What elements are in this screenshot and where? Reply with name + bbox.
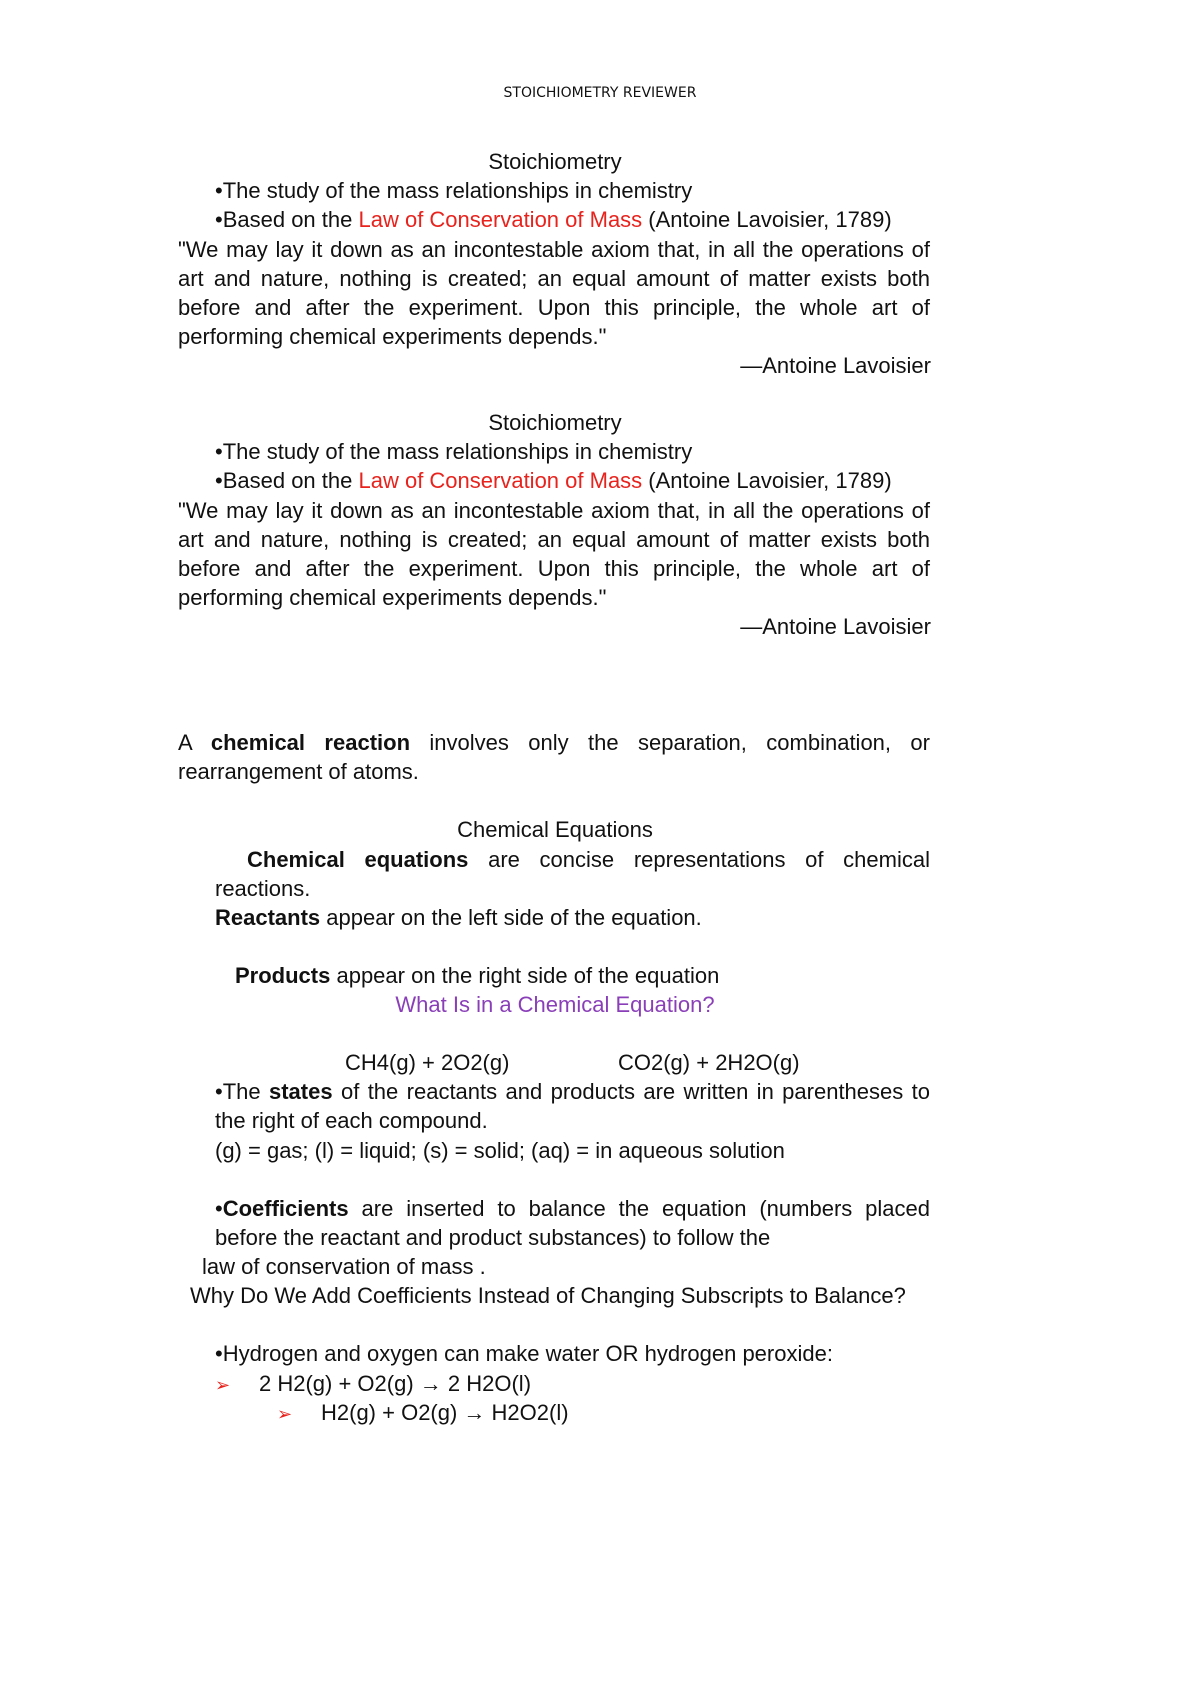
arrowhead-bullet-icon: ➢ xyxy=(277,1404,293,1424)
bullet-mass-relationships: •The study of the mass relationships in chemistry xyxy=(215,439,693,464)
coefficients-line-cont: law of conservation of mass . xyxy=(202,1254,486,1279)
quote-line: "We may lay it down as an incontestable axiom that, in all the operations of xyxy=(178,237,930,262)
quote-author: —Antoine Lavoisier xyxy=(740,614,931,639)
hydrogen-equation-1: ➢ 2 H2(g) + O2(g) → 2 H2O(l) xyxy=(215,1369,531,1400)
quote-author: —Antoine Lavoisier xyxy=(740,353,931,378)
quote-line: before and after the experiment. Upon this principle, the whole art of xyxy=(178,295,930,320)
states-legend: (g) = gas; (l) = liquid; (s) = solid; (aq) = in aqueous solution xyxy=(215,1138,785,1163)
law-link-text: Law of Conservation of Mass xyxy=(358,468,643,493)
reaction-definition: A chemical reaction involves only the separation, combination, or xyxy=(178,730,930,755)
quote-line: art and nature, nothing is created; an equal amount of matter exists both xyxy=(178,527,930,552)
page-header: STOICHIOMETRY REVIEWER xyxy=(503,85,697,101)
reactants-line: Reactants appear on the left side of the equation. xyxy=(215,905,702,930)
bullet-law-conservation: •Based on the Law of Conservation of Mass (Antoine Lavoisier, 1789) xyxy=(215,468,892,493)
arrowhead-bullet-icon: ➢ xyxy=(215,1375,231,1395)
reaction-term: chemical reaction xyxy=(210,730,411,755)
quote-line: performing chemical experiments depends." xyxy=(178,324,607,349)
section-title: Stoichiometry xyxy=(488,410,622,435)
coefficients-line-cont: before the reactant and product substances) to follow the xyxy=(215,1225,771,1250)
bullet-law-conservation: •Based on the Law of Conservation of Mass (Antoine Lavoisier, 1789) xyxy=(215,207,892,232)
equations-definition-cont: reactions. xyxy=(215,876,311,901)
what-is-title: What Is in a Chemical Equation? xyxy=(395,992,715,1017)
section-title: Stoichiometry xyxy=(488,149,622,174)
equation-right: CO2(g) + 2H2O(g) xyxy=(618,1050,800,1075)
equation-left: CH4(g) + 2O2(g) xyxy=(345,1050,510,1075)
law-link-text: Law of Conservation of Mass xyxy=(358,207,643,232)
equations-definition: Chemical equations are concise representations of chemical xyxy=(247,847,930,872)
states-line: •The states of the reactants and products are written in parentheses to xyxy=(215,1079,930,1104)
equations-term: Chemical equations xyxy=(247,847,469,872)
quote-line: before and after the experiment. Upon this principle, the whole art of xyxy=(178,556,930,581)
why-title: Why Do We Add Coefficients Instead of Changing Subscripts to Balance? xyxy=(190,1283,906,1308)
states-term: states xyxy=(269,1079,333,1104)
states-line-cont: the right of each compound. xyxy=(215,1108,488,1133)
hydrogen-equation-2: ➢ H2(g) + O2(g) → H2O2(l) xyxy=(277,1398,569,1429)
products-line: Products appear on the right side of the equation xyxy=(235,963,720,988)
coefficients-term: Coefficients xyxy=(222,1196,349,1221)
quote-line: art and nature, nothing is created; an equal amount of matter exists both xyxy=(178,266,930,291)
equations-title: Chemical Equations xyxy=(457,817,653,842)
quote-line: "We may lay it down as an incontestable axiom that, in all the operations of xyxy=(178,498,930,523)
quote-line: performing chemical experiments depends." xyxy=(178,585,607,610)
hydrogen-intro: •Hydrogen and oxygen can make water OR hydrogen peroxide: xyxy=(215,1341,833,1366)
bullet-mass-relationships: •The study of the mass relationships in chemistry xyxy=(215,178,693,203)
coefficients-line: •Coefficients are inserted to balance the equation (numbers placed xyxy=(215,1196,930,1221)
reaction-definition-cont: rearrangement of atoms. xyxy=(178,759,419,784)
